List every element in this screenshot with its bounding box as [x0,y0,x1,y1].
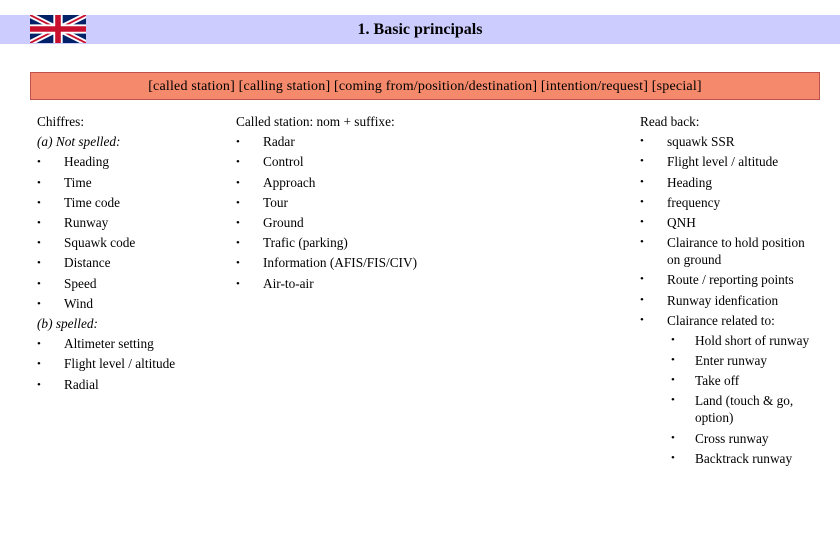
list-item: • Trafic (parking) [236,233,456,253]
list-item: • Information (AFIS/FIS/CIV) [236,253,456,273]
called-station-column [236,112,456,294]
page-title: 1. Basic principals [357,21,483,38]
numbers-heading: Chiffres: [37,114,85,129]
list-item: • Backtrack runway [671,450,818,467]
list-item: • Radial [37,375,227,395]
list-item: • Approach [236,173,456,193]
read-back-column [640,112,818,470]
not-spelled-label: (a) Not spelled: [37,134,121,150]
list-item: • Speed [37,274,227,294]
list-item: • Clairance related to: [640,312,818,329]
list-item: • Enter runway [671,352,818,369]
message-structure-box: [called station] [calling station] [coming from/position/destination] [intention/request] [special] [30,72,820,100]
list-item: • Runway idenfication [640,292,818,309]
list-item: • Take off [671,372,818,389]
list-item: • Ground [236,213,456,233]
list-item: • Flight level / altitude [640,153,818,170]
clearance-list [671,332,818,467]
list-item: • Runway [37,213,227,233]
list-item: • Altimeter setting [37,334,227,354]
list-item: • Tour [236,193,456,213]
list-item: • Cross runway [671,430,818,447]
list-item: • Squawk code [37,233,227,253]
list-item: • Wind [37,294,227,314]
list-item: • Radar [236,132,456,152]
list-item: • Air-to-air [236,274,456,294]
called-station-heading: Called station: nom + suffixe: [236,114,395,129]
spelled-list [37,334,227,395]
read-back-heading: Read back: [640,114,700,129]
list-item: • Heading [37,152,227,172]
list-item: • Route / reporting points [640,271,818,288]
list-item: • QNH [640,214,818,231]
list-item: • Hold short of runway [671,332,818,349]
list-item: • Heading [640,174,818,191]
numbers-column [37,112,227,395]
not-spelled-list [37,152,227,314]
list-item: • squawk SSR [640,133,818,150]
called-station-list [236,132,456,294]
read-back-list [640,133,818,329]
spelled-label: (b) spelled: [37,316,98,332]
list-item: • Time code [37,193,227,213]
list-item: • Control [236,152,456,172]
list-item: • Land (touch & go, option) [671,392,818,426]
list-item: • Time [37,173,227,193]
list-item: • Flight level / altitude [37,354,227,374]
list-item: • Clairance to hold position on ground [640,234,818,268]
list-item: • Distance [37,253,227,273]
list-item: • frequency [640,194,818,211]
